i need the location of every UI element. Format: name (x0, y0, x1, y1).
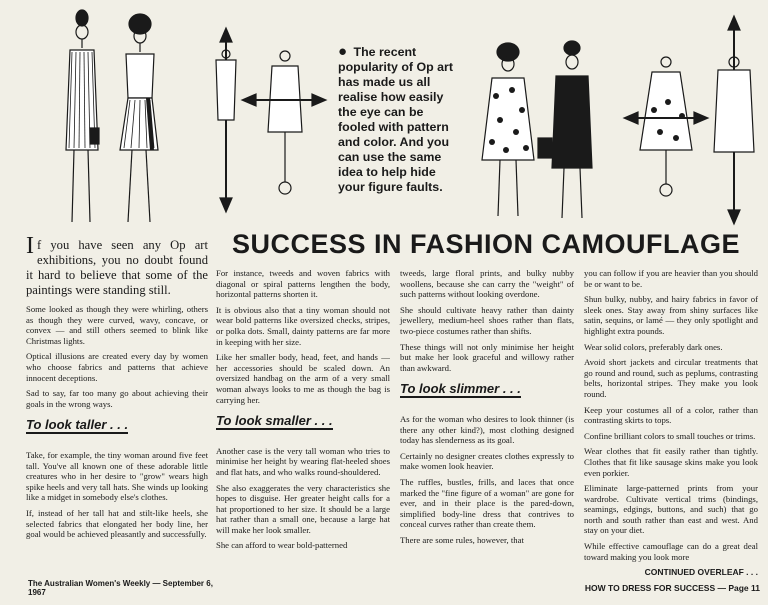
article-headline: SUCCESS IN FASHION CAMOUFLAGE (232, 229, 741, 259)
article-column-4 (584, 268, 758, 567)
figure-floral-dress (482, 43, 534, 216)
paragraph: Shun bulky, nubby, and hairy fabrics in favor of sleek ones. Stay away from shiny surfaces like satin, sequins, or lamé — they only spotlight and highlight extra pounds. (584, 294, 758, 336)
paragraph: She also exaggerates the very characteristics she hopes to disguise. Her greater height calls for a hat proportioned to her size. It should be a large hat rather than a small one, because a large hat will make her look smaller. (216, 482, 390, 535)
article-column-1 (26, 233, 208, 545)
paragraph: If, instead of her tall hat and stilt-like heels, she selected fabrics that elongated her body line, her goal would be achieved pleasantly and successfully. (26, 507, 208, 540)
paragraph: She should cultivate heavy rather than dainty jewellery, medium-heel shoes rather than flats, two-piece costumes rather than shifts. (400, 304, 574, 336)
paragraph: Keep your costumes all of a color, rather than contrasting skirts to tops. (584, 404, 758, 426)
paragraph: Avoid short jackets and circular treatments that go round and round, such as peplums, contrasting belts, horizontal stripes. They make you look round. (584, 357, 758, 399)
page-reference: HOW TO DRESS FOR SUCCESS — Page 11 (584, 583, 760, 593)
figure-horizontal-arrow-dress (242, 51, 326, 194)
paragraph: tweeds, large floral prints, and bulky nubby woollens, because she can carry the "weight" of such patterns without looking overdone. (400, 268, 574, 300)
paragraph: It is obvious also that a tiny woman should not wear bold patterns like oversized checks, stripes, or polka dots. Small, dainty patterns are far more in keeping with her size. (216, 304, 390, 347)
paragraph: As for the woman who desires to look thinner (is there any other kind?), most clothing designed today has slenderness as its goal. (400, 413, 574, 446)
paragraph: Confine brilliant colors to small touches or trims. (584, 430, 756, 441)
article-column-3 (400, 268, 574, 550)
paragraph: Take, for example, the tiny woman around five feet tall. You've all known one of these adorable little creatures who in her desire to "grow" wears high spike heels and very tall hats. She winds up looking like a midget in somebody else's clothes. (26, 449, 208, 503)
paragraph: These things will not only minimise her height but make her look graceful and willowy rather than awkward. (400, 341, 574, 373)
publication-source: The Australian Women's Weekly — September 6, 1967 (28, 579, 213, 597)
paragraph: Like her smaller body, head, feet, and hands — her accessories should be scaled down. An oversized handbag on the arm of a very small woman always looks to me as though the bag is carrying her. (216, 352, 390, 405)
lead-paragraph (26, 233, 208, 298)
paragraph: Wear clothes that fit easily rather than tightly. Clothes that fit like sausage skins make you look even porkier. (584, 446, 758, 478)
lead-text: f you have seen any Op art exhibitions, you no doubt found it hard to believe that some of the paintings were standing still. (26, 238, 208, 297)
paragraph: Certainly no designer creates clothes expressly to make women look heavier. (400, 450, 574, 472)
drop-cap: I (26, 233, 34, 259)
subhead-slimmer: To look slimmer . . . (400, 381, 521, 397)
article-column-2 (216, 268, 390, 556)
paragraph: Wear solid colors, preferably dark ones. (584, 341, 723, 352)
intro-bullet: ● (338, 43, 348, 60)
paragraph: Another case is the very tall woman who tries to minimise her height by wearing flat-heeled shoes and flat hats, and who walks round-shouldered. (216, 445, 390, 477)
paragraph: Eliminate large-patterned prints from your wardrobe. Cultivate vertical trims (bindings, seamings, edgings, buttons, and such) that go north and south rather than east and west. And stay on your diet. (584, 483, 758, 536)
paragraph: Some looked as though they were whirling, others as though they were curved, wavy, concave, or convex — and still others seemed to blink like Christmas lights. (26, 304, 208, 346)
subhead-smaller: To look smaller . . . (216, 413, 333, 429)
figure-dark-dress (538, 41, 592, 218)
paragraph: While effective camouflage can do a great deal toward making you look more (584, 541, 758, 562)
intro-callout (338, 44, 462, 195)
paragraph: There are some rules, however, that (400, 534, 524, 545)
figure-pleated-skirt (120, 14, 158, 222)
paragraph: For instance, tweeds and woven fabrics with diagonal or spiral patterns lengthen the body, horizontal patterns shorten it. (216, 268, 390, 300)
paragraph: Optical illusions are created every day by women who choose fabrics and patterns that achieve innocent deceptions. (26, 351, 208, 383)
figure-striped-dress (66, 10, 99, 222)
paragraph: She can afford to wear bold-patterned (216, 540, 348, 551)
figure-vertical-arrow-mannequin (216, 28, 236, 212)
figure-polka-dress-arrow (624, 57, 708, 196)
paragraph: Sad to say, far too many go about achieving their goals in the wrong ways. (26, 388, 208, 409)
continued-overleaf: CONTINUED OVERLEAF . . . (644, 567, 758, 577)
paragraph: The ruffles, bustles, frills, and laces that once marked the "fine figure of a woman" are gone for ever, and in their place is the pared-down, simplified body-line dress that contrives to conceal curves rather than create them. (400, 476, 574, 530)
subhead-taller: To look taller . . . (26, 417, 129, 433)
intro-text: The recent popularity of Op art has made us all realise how easily the eye can be fooled with pattern and color. And you can use the same idea to help hide your figure faults. (338, 45, 453, 194)
figure-coat-vertical-arrow (714, 16, 754, 224)
paragraph: you can follow if you are heavier than you should be or want to be. (584, 268, 758, 289)
